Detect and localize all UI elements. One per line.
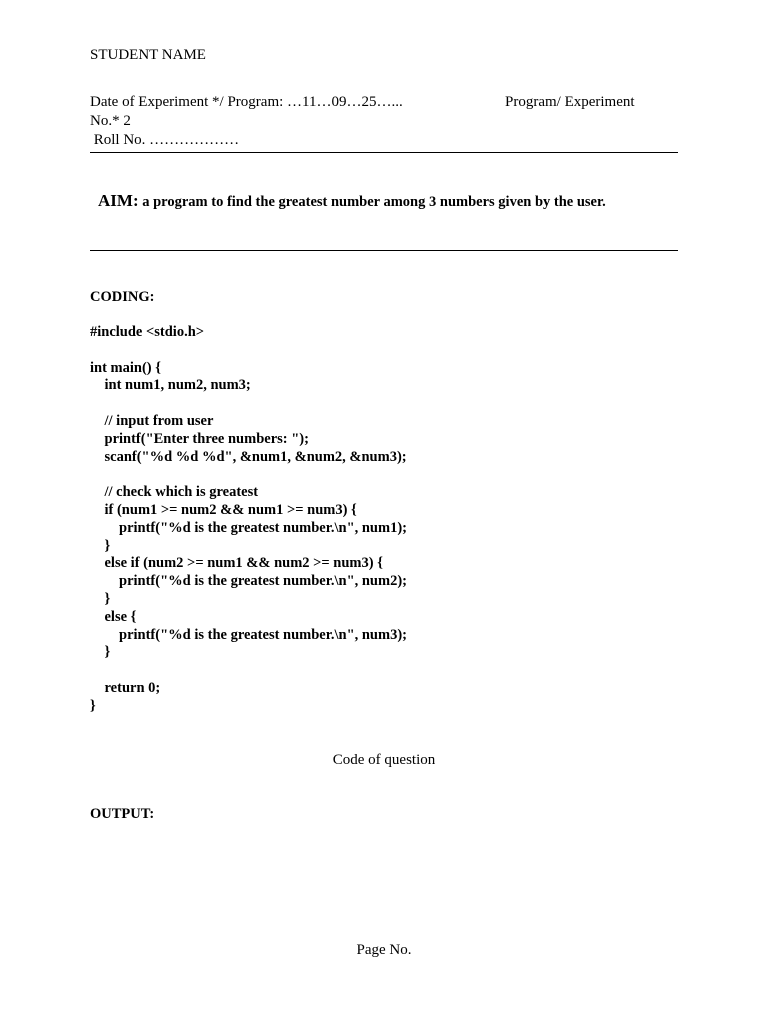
header-divider bbox=[90, 152, 678, 153]
code-caption: Code of question bbox=[332, 752, 436, 768]
code-line: } bbox=[90, 537, 111, 554]
date-of-experiment: Date of Experiment */ Program: …11…09…25…... bbox=[90, 94, 403, 110]
roll-number: Roll No. ……………… bbox=[90, 132, 240, 148]
code-line: // input from user bbox=[90, 413, 214, 429]
page-number: Page No. bbox=[356, 942, 412, 958]
code-line: printf("%d is the greatest number.\n", num2); bbox=[90, 573, 407, 590]
aim-line bbox=[90, 173, 606, 211]
code-line: int num1, num2, num3; bbox=[90, 377, 251, 394]
student-name: STUDENT NAME bbox=[90, 47, 206, 63]
code-line: } bbox=[90, 697, 96, 714]
program-number: No.* 2 bbox=[90, 113, 131, 129]
code-line: return 0; bbox=[90, 680, 161, 696]
code-line: else { bbox=[90, 608, 137, 625]
code-line: int main() { bbox=[90, 359, 161, 376]
code-line: } bbox=[90, 591, 111, 607]
code-line: #include <stdio.h> bbox=[90, 324, 205, 340]
code-line: // check which is greatest bbox=[90, 484, 259, 501]
code-line: printf("%d is the greatest number.\n", num1); bbox=[90, 519, 407, 536]
aim-label: AIM: bbox=[98, 191, 139, 210]
program-experiment-label: Program/ Experiment bbox=[505, 94, 635, 110]
coding-heading: CODING: bbox=[90, 289, 155, 305]
code-line: printf("Enter three numbers: "); bbox=[90, 430, 309, 447]
code-line: printf("%d is the greatest number.\n", num3); bbox=[90, 626, 407, 643]
aim-text: a program to find the greatest number among 3 numbers given by the user. bbox=[138, 194, 606, 210]
code-line: else if (num2 >= num1 && num2 >= num3) { bbox=[90, 555, 383, 572]
aim-divider bbox=[90, 250, 678, 251]
output-heading: OUTPUT: bbox=[90, 806, 155, 822]
code-line: scanf("%d %d %d", &num1, &num2, &num3); bbox=[90, 448, 407, 465]
code-line: if (num1 >= num2 && num1 >= num3) { bbox=[90, 502, 357, 518]
code-line: } bbox=[90, 644, 111, 661]
